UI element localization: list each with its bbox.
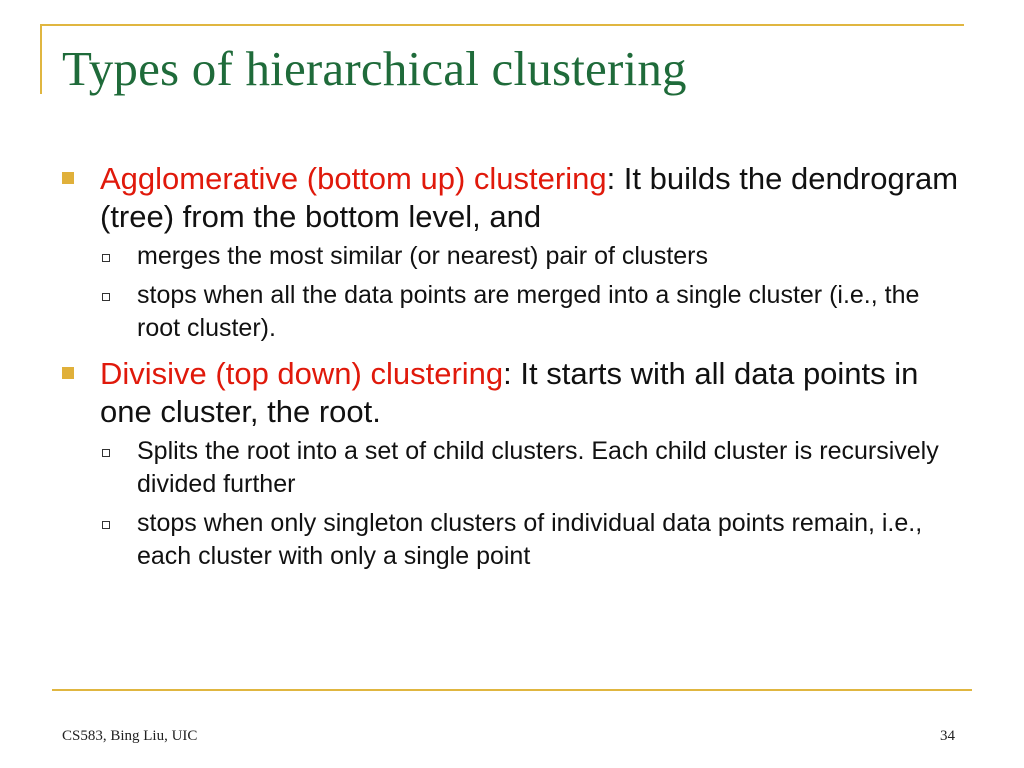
slide-title: Types of hierarchical clustering [62, 41, 687, 96]
square-bullet-icon [62, 367, 74, 379]
footer-course: CS583, Bing Liu, UIC [62, 728, 198, 744]
bullet-text: : It builds the dendrogram (tree) from the bottom level, and [100, 161, 959, 234]
bullet-highlight: Divisive (top down) clustering [100, 356, 504, 391]
bullet-agglomerative [62, 160, 962, 236]
sub-bullet-text: stops when only singleton clusters of individual data points remain, i.e., each cluster with only a single point [137, 509, 923, 570]
bottom-rule [52, 689, 972, 691]
sub-bullet-text: Splits the root into a set of child clusters. Each child cluster is recursively divided further [137, 437, 939, 498]
slide-content [62, 160, 962, 579]
sub-bullet-text: merges the most similar (or nearest) pair of clusters [137, 242, 709, 270]
sub-bullet [62, 507, 962, 573]
page-number: 34 [940, 728, 955, 744]
sub-bullet [62, 279, 962, 345]
bullet-divisive [62, 355, 962, 431]
hollow-square-bullet-icon [102, 254, 110, 262]
sub-bullet-text: stops when all the data points are merged into a single cluster (i.e., the root cluster). [137, 281, 920, 342]
hollow-square-bullet-icon [102, 293, 110, 301]
square-bullet-icon [62, 172, 74, 184]
top-rule [40, 24, 964, 26]
bullet-highlight: Agglomerative (bottom up) clustering [100, 161, 607, 196]
sub-bullet [62, 435, 962, 501]
hollow-square-bullet-icon [102, 521, 110, 529]
hollow-square-bullet-icon [102, 449, 110, 457]
bullet-text: : It starts with all data points in one cluster, the root. [100, 356, 919, 429]
sub-bullet [62, 240, 962, 273]
left-rule [40, 24, 42, 94]
